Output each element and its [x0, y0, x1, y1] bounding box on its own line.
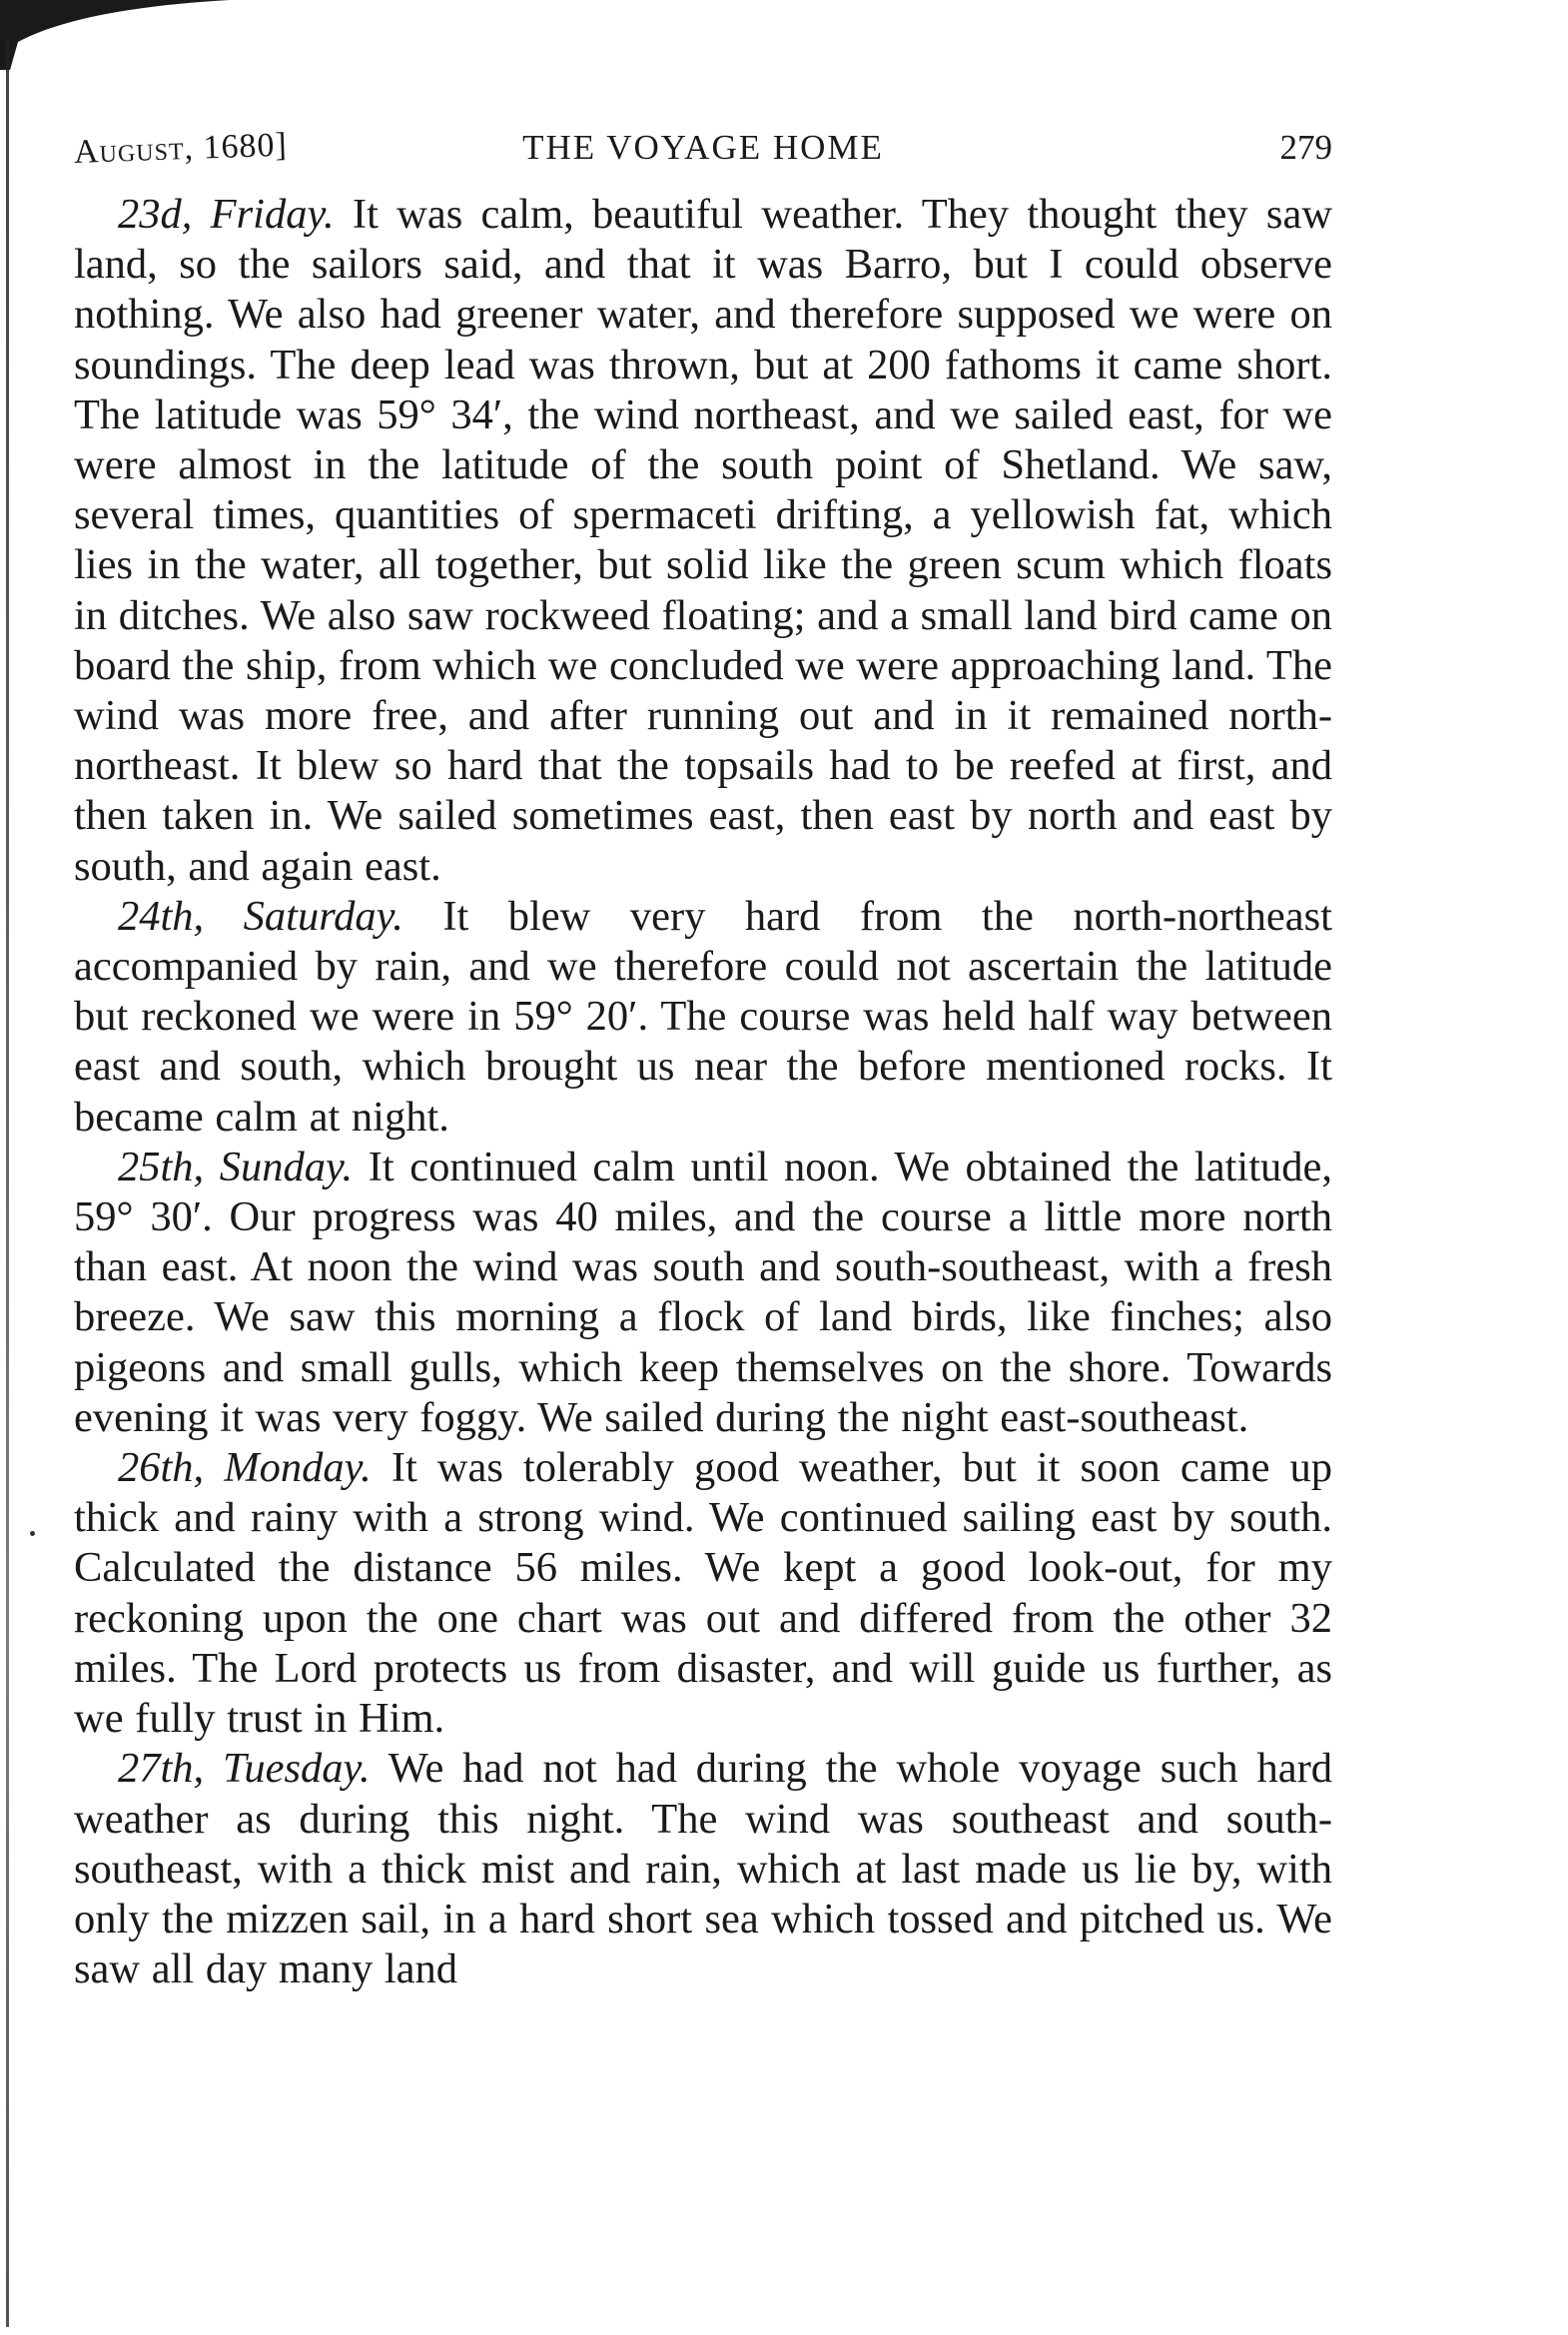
- entry-day: 27th, Tuesday.: [118, 1745, 371, 1793]
- entry-text: We had not had during the whole voyage such hard weather as during this night. The wind was southeast and south-southeast, with a thick mist and rain, which at last made us lie by, with only the mizzen sail, in a hard short sea which tossed and pitched us. We saw all day many land: [74, 1745, 1332, 1993]
- book-page: [74, 110, 1332, 1994]
- entry-text: It continued calm until noon. We obtained the latitude, 59° 30′. Our progress was 40 miles, and the course a little more north than east. At noon the wind was south and south-southeast, with a fresh breeze. We saw this morning a flock of land birds, like finches; also pigeons and small gulls, which keep themselves on the shore. Towards evening it was very foggy. We sailed during the night east-southeast.: [74, 1143, 1333, 1441]
- scan-corner-shadow: [0, 0, 230, 70]
- running-head: [74, 110, 1332, 190]
- binding-edge: [6, 40, 9, 2327]
- entry-text: It was tolerably good weather, but it soon came up thick and rainy with a strong wind. We continued sailing east by south. Calculated the distance 56 miles. We kept a good look-out, for my reckoning upon the one chart was out and differed from the other 32 miles. The Lord protects us from disaster, and will guide us further, as we fully trust in Him.: [74, 1444, 1333, 1743]
- journal-entry-27th: [74, 1744, 1332, 1994]
- entry-text: It blew very hard from the north-northeast accompanied by rain, and we therefore could not ascertain the latitude but reckoned we were in 59° 20′. The course was held half way between east and south, which brought us near the before mentioned rocks. It became calm at night.: [74, 892, 1332, 1141]
- scan-speck: [30, 1531, 35, 1536]
- entry-day: 25th, Sunday.: [118, 1143, 354, 1190]
- entry-day: 23d, Friday.: [118, 191, 335, 238]
- header-date: August, 1680]: [73, 126, 289, 171]
- journal-entry-26th: [74, 1443, 1332, 1744]
- entry-day: 26th, Monday.: [118, 1444, 372, 1492]
- page-number: 279: [1279, 128, 1332, 167]
- body-text: [74, 190, 1332, 1994]
- header-title: THE VOYAGE HOME: [522, 128, 884, 167]
- journal-entry-25th: [74, 1143, 1332, 1443]
- journal-entry-23d: [74, 190, 1332, 892]
- entry-text: It was calm, beautiful weather. They thought they saw land, so the sailors said, and that it was Barro, but I could observe nothing. We also had greener water, and therefore supposed we were on soundings. The deep lead was thrown, but at 200 fathoms it came short. The latitude was 59° 34′, the wind northeast, and we sailed east, for we were almost in the latitude of the south point of Shetland. We saw, several times, quantities of spermaceti drifting, a yellowish fat, which lies in the water, all together, but solid like the green scum which floats in ditches. We also saw rockweed floating; and a small land bird came on board the ship, from which we concluded we were approaching land. The wind was more free, and after running out and in it remained north-northeast. It blew so hard that the topsails had to be reefed at first, and then taken in. We sailed sometimes east, then east by north and east by south, and again east.: [74, 191, 1333, 890]
- journal-entry-24th: [74, 892, 1332, 1143]
- entry-day: 24th, Saturday.: [118, 892, 403, 940]
